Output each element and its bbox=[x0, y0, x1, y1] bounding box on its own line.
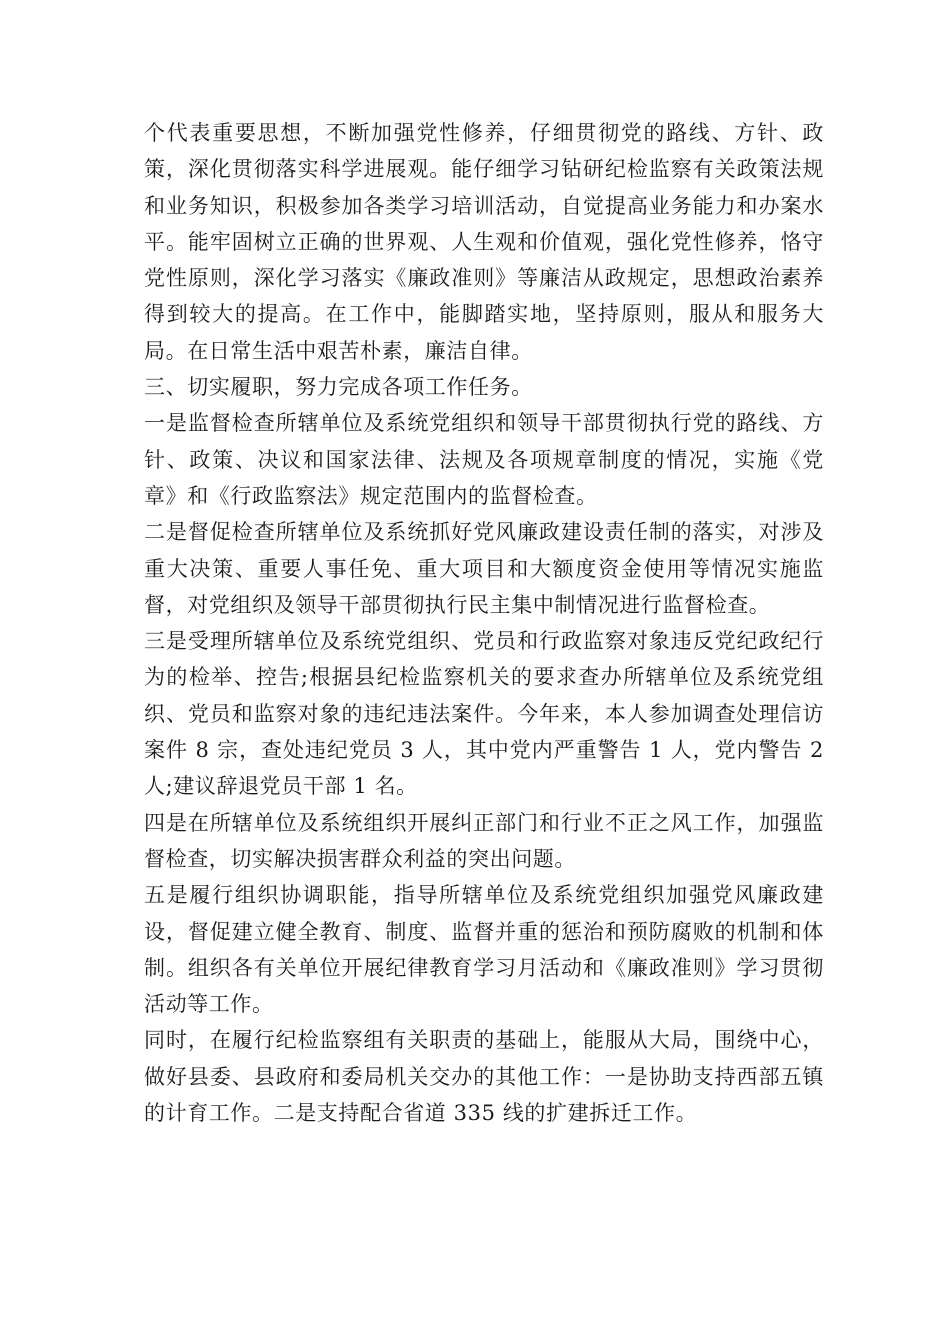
document-body bbox=[144, 115, 824, 1131]
paragraph-item-one: 一是监督检查所辖单位及系统党组织和领导干部贯彻执行党的路线、方针、政策、决议和国家法律、法规及各项规章制度的情况，实施《党章》和《行政监察法》规定范围内的监督检查。 bbox=[144, 411, 824, 508]
paragraph-item-two: 二是督促检查所辖单位及系统抓好党风廉政建设责任制的落实，对涉及重大决策、重要人事任免、重大项目和大额度资金使用等情况实施监督，对党组织及领导干部贯彻执行民主集中制情况进行监督检查。 bbox=[144, 520, 824, 617]
paragraph-item-three: 三是受理所辖单位及系统党组织、党员和行政监察对象违反党纪政纪行为的检举、控告;根据县纪检监察机关的要求查办所辖单位及系统党组织、党员和监察对象的违纪违法案件。今年来，本人参加调查处理信访案件 8 宗，查处违纪党员 3 人，其中党内严重警告 1 人，党内警告 2 人;建议辞退党员干部 1 名。 bbox=[144, 629, 824, 799]
section-heading-three: 三、切实履职，努力完成各项工作任务。 bbox=[144, 375, 533, 400]
paragraph-item-five: 五是履行组织协调职能，指导所辖单位及系统党组织加强党风廉政建设，督促建立健全教育、制度、监督并重的惩治和预防腐败的机制和体制。组织各有关单位开展纪律教育学习月活动和《廉政准则》学习贯彻活动等工作。 bbox=[144, 883, 824, 1017]
paragraph-party-spirit: 个代表重要思想，不断加强党性修养，仔细贯彻党的路线、方针、政策，深化贯彻落实科学进展观。能仔细学习钻研纪检监察有关政策法规和业务知识，积极参加各类学习培训活动，自觉提高业务能力和办案水平。能牢固树立正确的世界观、人生观和价值观，强化党性修养，恪守党性原则，深化学习落实《廉政准则》等廉洁从政规定，思想政治素养得到较大的提高。在工作中，能脚踏实地，坚持原则，服从和服务大局。在日常生活中艰苦朴素，廉洁自律。 bbox=[144, 121, 824, 363]
paragraph-other-work: 同时，在履行纪检监察组有关职责的基础上，能服从大局，围绕中心，做好县委、县政府和委局机关交办的其他工作：一是协助支持西部五镇的计育工作。二是支持配合省道 335 线的扩建拆迁工作。 bbox=[144, 1028, 824, 1126]
paragraph-item-four: 四是在所辖单位及系统组织开展纠正部门和行业不正之风工作，加强监督检查，切实解决损害群众利益的突出问题。 bbox=[144, 810, 824, 871]
